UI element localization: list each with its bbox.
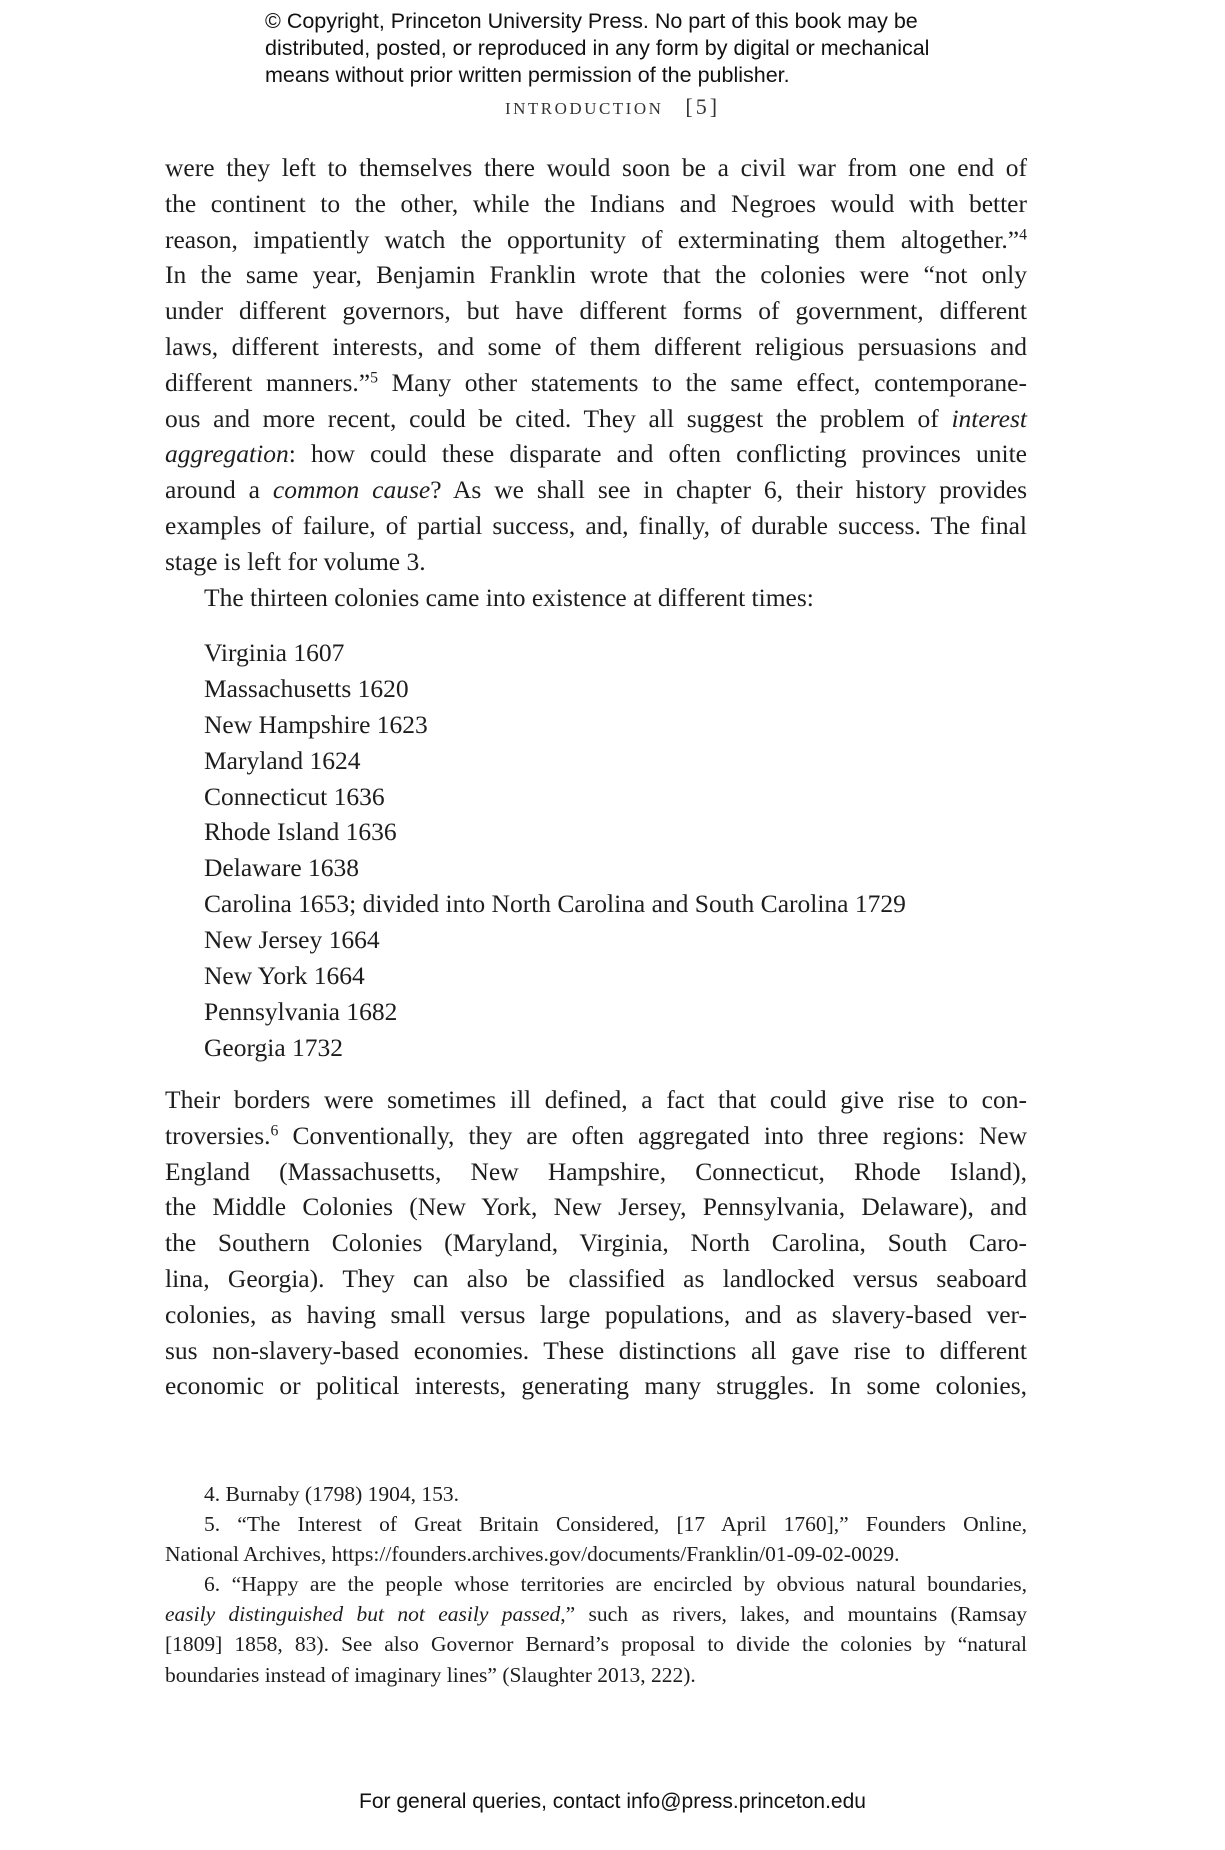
copyright-line: © Copyright, Princeton University Press. No part of this book may be <box>265 9 918 33</box>
paragraph-line <box>165 1154 1027 1190</box>
colony-item: New York 1664 <box>204 961 365 991</box>
text-run: lina, Georgia). They can also be classified as landlocked versus seaboard <box>165 1263 1027 1293</box>
text-run: 4. Burnaby (1798) 1904, 153. <box>204 1482 459 1506</box>
paragraph-line <box>165 365 1027 401</box>
paragraph-line <box>165 293 1027 329</box>
text-run: [1809] 1858, 83). See also Governor Bernard’s proposal to divide the colonies by “natural <box>165 1632 1027 1657</box>
footnote-line <box>165 1479 1027 1509</box>
colony-item: Rhode Island 1636 <box>204 817 397 847</box>
text-run: In the same year, Benjamin Franklin wrote that the colonies were “not only <box>165 260 1027 290</box>
footnote-line <box>165 1539 1027 1569</box>
paragraph-line <box>165 436 1027 472</box>
italic-text: aggregation <box>165 439 289 469</box>
text-run: ? As we shall see in chapter 6, their history provides <box>430 475 1027 505</box>
text-run: economic or political interests, generating many struggles. In some colonies, <box>165 1371 1027 1401</box>
footnote-ref: 6 <box>270 1122 279 1140</box>
paragraph-line <box>165 508 1027 544</box>
colony-item: Pennsylvania 1682 <box>204 996 398 1026</box>
paragraph-line <box>165 472 1027 508</box>
paragraph-line <box>165 329 1027 365</box>
footnote-line <box>165 1509 1027 1539</box>
text-run: the Southern Colonies (Maryland, Virginia, North Carolina, South Caro- <box>165 1228 1027 1258</box>
text-run: laws, different interests, and some of them different religious persuasions and <box>165 331 1027 361</box>
paragraph-line <box>165 1225 1027 1261</box>
text-run: ,” such as rivers, lakes, and mountains (Ramsay <box>560 1602 1027 1627</box>
colony-item: Carolina 1653; divided into North Carolina and South Carolina 1729 <box>204 889 906 919</box>
colony-item: Delaware 1638 <box>204 853 360 883</box>
text-run: National Archives, https://founders.archives.gov/documents/Franklin/01-09-02-0029. <box>165 1542 900 1567</box>
paragraph-line <box>165 401 1027 437</box>
page-number: [5] <box>685 94 721 119</box>
text-run: boundaries instead of imaginary lines” (Slaughter 2013, 222). <box>165 1662 696 1687</box>
paragraph-line <box>165 186 1027 222</box>
paragraph-line <box>165 1118 1027 1154</box>
footnote-line <box>165 1660 1027 1690</box>
footnote-line <box>165 1569 1027 1599</box>
paragraph-line <box>165 1297 1027 1333</box>
text-run: 5. “The Interest of Great Britain Considered, [17 April 1760],” Founders Online, <box>204 1512 1027 1537</box>
paragraph-line <box>165 1368 1027 1404</box>
text-run: sus non-slavery-based economies. These distinctions all gave rise to different <box>165 1335 1027 1365</box>
colony-item: New Hampshire 1623 <box>204 709 428 739</box>
contact-footer: For general queries, contact info@press.princeton.edu <box>359 1790 866 1813</box>
colony-item: Connecticut 1636 <box>204 781 385 811</box>
footnote-ref: 5 <box>370 369 378 387</box>
copyright-line: means without prior written permission of the publisher. <box>265 63 790 87</box>
colony-item: Massachusetts 1620 <box>204 673 409 703</box>
text-run: stage is left for volume 3. <box>165 546 426 576</box>
text-run: examples of failure, of partial success, and, finally, of durable success. The final <box>165 510 1027 540</box>
italic-text: common cause <box>272 475 431 505</box>
text-run: were they left to themselves there would soon be a civil war from one end of <box>165 153 1027 182</box>
text-run: : how could these disparate and often conflicting provinces unite <box>288 439 1027 469</box>
paragraph-line <box>165 1261 1027 1297</box>
paragraph-line <box>165 544 1027 580</box>
text-run: the Middle Colonies (New York, New Jersey, Pennsylvania, Delaware), and <box>165 1192 1027 1222</box>
paragraph-line: The thirteen colonies came into existence at different times: <box>204 583 814 612</box>
paragraph-line <box>165 257 1027 293</box>
paragraph-2 <box>165 580 1027 616</box>
copyright-notice <box>265 8 929 89</box>
paragraph-3 <box>165 1082 1027 1404</box>
italic-text: easily distinguished but not easily passed <box>165 1602 561 1627</box>
colony-item: Georgia 1732 <box>204 1032 344 1062</box>
chapter-title: INTRODUCTION <box>504 99 664 118</box>
text-run: Conventionally, they are often aggregated into three regions: New <box>278 1120 1027 1150</box>
text-run: 6. “Happy are the people whose territories are encircled by obvious natural boundaries, <box>204 1572 1027 1597</box>
paragraph-line <box>165 1082 1027 1118</box>
colony-item: Virginia 1607 <box>204 638 345 667</box>
text-run: colonies, as having small versus large populations, and as slavery-based ver- <box>165 1299 1027 1329</box>
running-head <box>0 94 1225 120</box>
text-run: Many other statements to the same effect, contemporane- <box>377 367 1027 397</box>
text-run: troversies. <box>165 1120 271 1150</box>
footnote-line <box>165 1599 1027 1629</box>
footnote-ref: 4 <box>1019 225 1027 243</box>
text-run: under different governors, but have different forms of government, different <box>165 296 1027 326</box>
paragraph-line <box>165 1333 1027 1369</box>
text-run: England (Massachusetts, New Hampshire, Connecticut, Rhode Island), <box>165 1156 1027 1186</box>
paragraph-1 <box>165 150 1027 580</box>
footnote-line <box>165 1629 1027 1659</box>
text-run: the continent to the other, while the Indians and Negroes would with better <box>165 188 1027 218</box>
colony-list <box>165 635 1027 1066</box>
colony-item: New Jersey 1664 <box>204 925 380 955</box>
paragraph-line <box>165 150 1027 186</box>
text-run: ous and more recent, could be cited. They all suggest the problem of <box>165 403 952 433</box>
italic-text: interest <box>951 403 1027 433</box>
text-run: reason, impatiently watch the opportunity of exterminating them altogether.” <box>165 224 1020 254</box>
footnotes <box>165 1479 1027 1690</box>
copyright-line: distributed, posted, or reproduced in any form by digital or mechanical <box>265 36 930 60</box>
text-run: Their borders were sometimes ill defined, a fact that could give rise to con- <box>165 1085 1027 1114</box>
text-run: different manners.” <box>165 367 371 397</box>
paragraph-line <box>165 222 1027 258</box>
paragraph-line <box>165 1189 1027 1225</box>
colony-item: Maryland 1624 <box>204 745 361 775</box>
text-run: around a <box>165 475 273 505</box>
